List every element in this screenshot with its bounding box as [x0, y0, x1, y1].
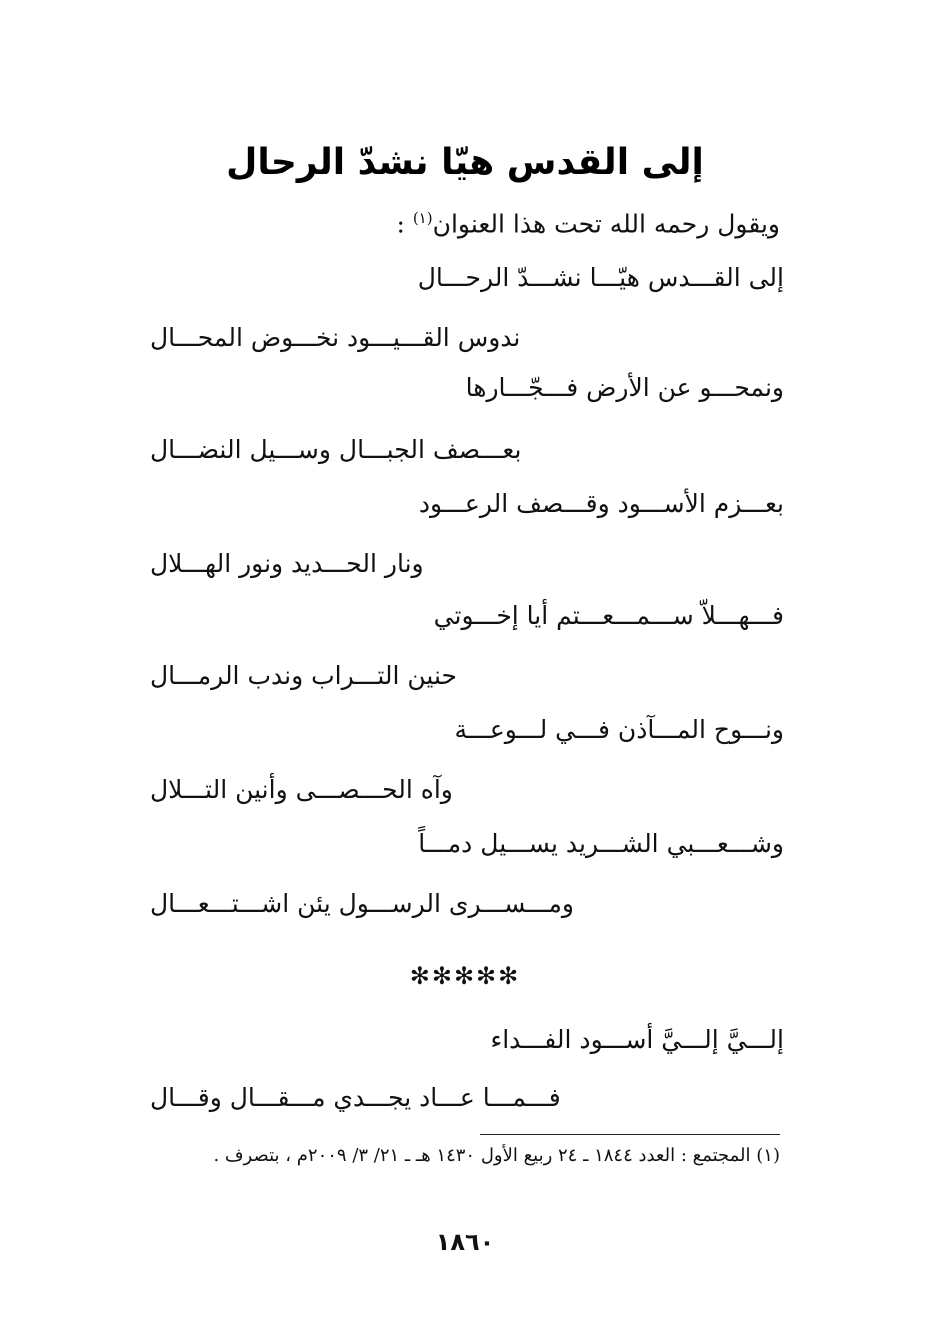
footnote-reference[interactable]: (١) — [412, 209, 433, 227]
verse-line: وشـــعـــبي الشـــريد يســـيل دمـــاً — [418, 829, 784, 858]
intro-text: ويقول رحمه الله تحت هذا العنوان — [432, 209, 780, 239]
intro-suffix: : — [396, 209, 413, 239]
footnote-divider — [480, 1134, 780, 1135]
intro-line — [150, 198, 780, 244]
verse-line: إلـــيَّ إلـــيَّ أســـود الفـــداء — [490, 1025, 784, 1054]
verse-line: بعـــصف الجبـــال وســـيل النضـــال — [150, 435, 522, 464]
poem-title: إلى القدس هيّا نشدّ الرحال — [226, 142, 704, 183]
verse-line: ونـــوح المـــآذن فـــي لـــوعـــة — [454, 715, 784, 744]
page-number: ١٨٦٠ — [435, 1228, 495, 1256]
verse-line: فـــهـــلاّ ســـمـــعـــتم أيا إخـــوتي — [433, 601, 784, 630]
footnote-text: (١) المجتمع : العدد ١٨٤٤ ـ ٢٤ ربيع الأول ١٤٣٠ هـ ـ ٢١/ ٣/ ٢٠٠٩م ، بتصرف . — [213, 1145, 780, 1166]
verse-line: ومـــســـرى الرســـول يئن اشـــتـــعـــال — [150, 889, 574, 918]
verse-line: ندوس القـــيـــود نخـــوض المحـــال — [150, 323, 521, 352]
verse-line: فـــمـــا عـــاد يجـــدي مـــقـــال وقـــال — [150, 1083, 561, 1112]
verse-line: ونمحـــو عن الأرض فـــجّـــارها — [465, 373, 784, 402]
section-separator: ✻✻✻✻✻ — [409, 962, 521, 990]
verse-line: إلى القـــدس هيّـــا نشـــدّ الرحـــال — [417, 263, 784, 292]
verse-line: بعـــزم الأســـود وقـــصف الرعـــود — [418, 489, 784, 518]
verse-line: وآه الحـــصـــى وأنين التـــلال — [150, 775, 453, 804]
verse-line: حنين التـــراب وندب الرمـــال — [150, 661, 457, 690]
verse-line: ونار الحـــديد ونور الهـــلال — [150, 549, 424, 578]
